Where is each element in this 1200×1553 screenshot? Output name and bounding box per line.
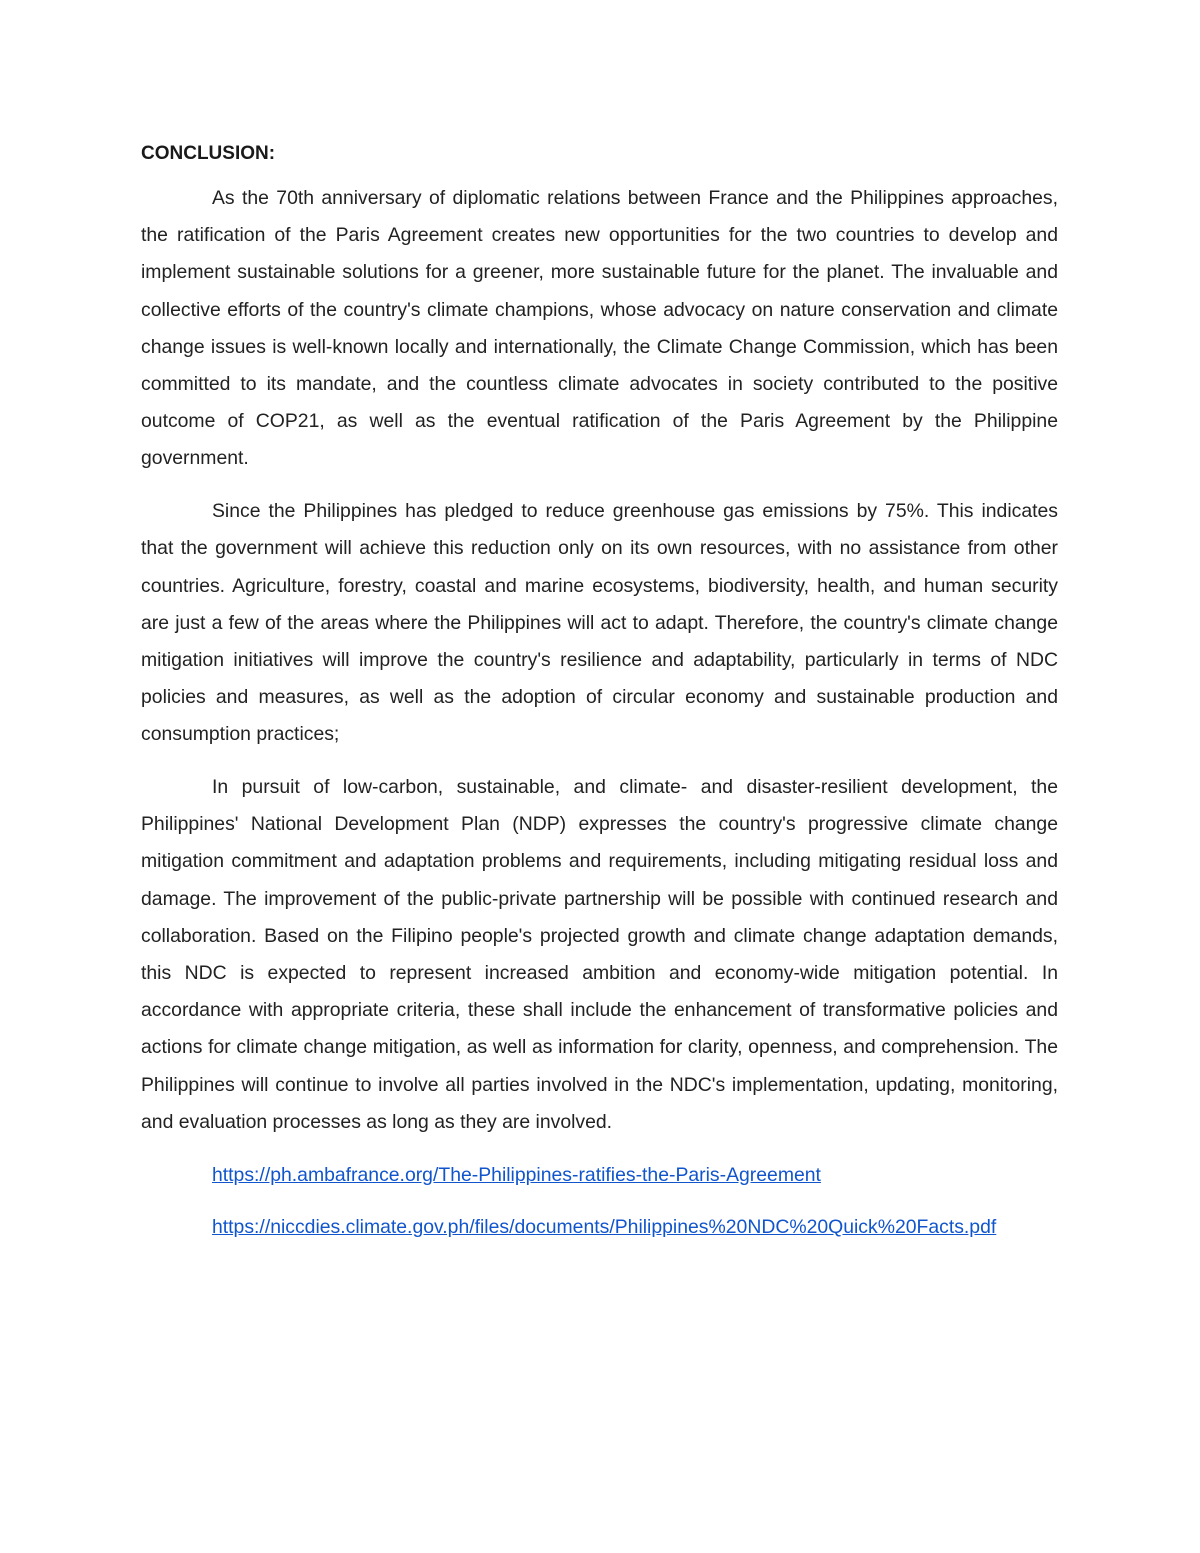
paragraph-1: As the 70th anniversary of diplomatic relations between France and the Philippines approaches, the ratification of the Paris Agreement creates new opportunities for the two countries to develop and implement sustainable solutions for a greener, more sustainable future for the planet. The invaluable and collective efforts of the country's climate champions, whose advocacy on nature conservation and climate change issues is well-known locally and internationally, the Climate Change Commission, which has been committed to its mandate, and the countless climate advocates in society contributed to the positive outcome of COP21, as well as the eventual ratification of the Paris Agreement by the Philippine government.: [141, 187, 1058, 470]
document-page: [141, 139, 1058, 1262]
paragraph-3: In pursuit of low-carbon, sustainable, and climate- and disaster-resilient development, the Philippines' National Development Plan (NDP) expresses the country's progressive climate change mitigation commitment and adaptation problems and requirements, including mitigating residual loss and damage. The improvement of the public-private partnership will be possible with continued research and collaboration. Based on the Filipino people's projected growth and climate change adaptation demands, this NDC is expected to represent increased ambition and economy-wide mitigation potential. In accordance with appropriate criteria, these shall include the enhancement of transformative policies and actions for climate change mitigation, as well as information for clarity, openness, and comprehension. The Philippines will continue to involve all parties involved in the NDC's implementation, updating, monitoring, and evaluation processes as long as they are involved.: [141, 776, 1058, 1133]
reference-link-ambafrance[interactable]: https://ph.ambafrance.org/The-Philippines-ratifies-the-Paris-Agreement: [212, 1163, 821, 1186]
paragraph-2: Since the Philippines has pledged to reduce greenhouse gas emissions by 75%. This indicates that the government will achieve this reduction only on its own resources, with no assistance from other countries. Agriculture, forestry, coastal and marine ecosystems, biodiversity, health, and human security are just a few of the areas where the Philippines will act to adapt. Therefore, the country's climate change mitigation initiatives will improve the country's resilience and adaptability, particularly in terms of NDC policies and measures, as well as the adoption of circular economy and sustainable production and consumption practices;: [141, 500, 1058, 746]
section-heading: CONCLUSION:: [141, 143, 276, 164]
reference-link-row-1: [141, 1157, 1058, 1194]
reference-link-niccdies[interactable]: https://niccdies.climate.gov.ph/files/documents/Philippines%20NDC%20Quick%20Facts.pdf: [212, 1216, 997, 1239]
reference-link-row-2: [141, 1209, 1058, 1246]
